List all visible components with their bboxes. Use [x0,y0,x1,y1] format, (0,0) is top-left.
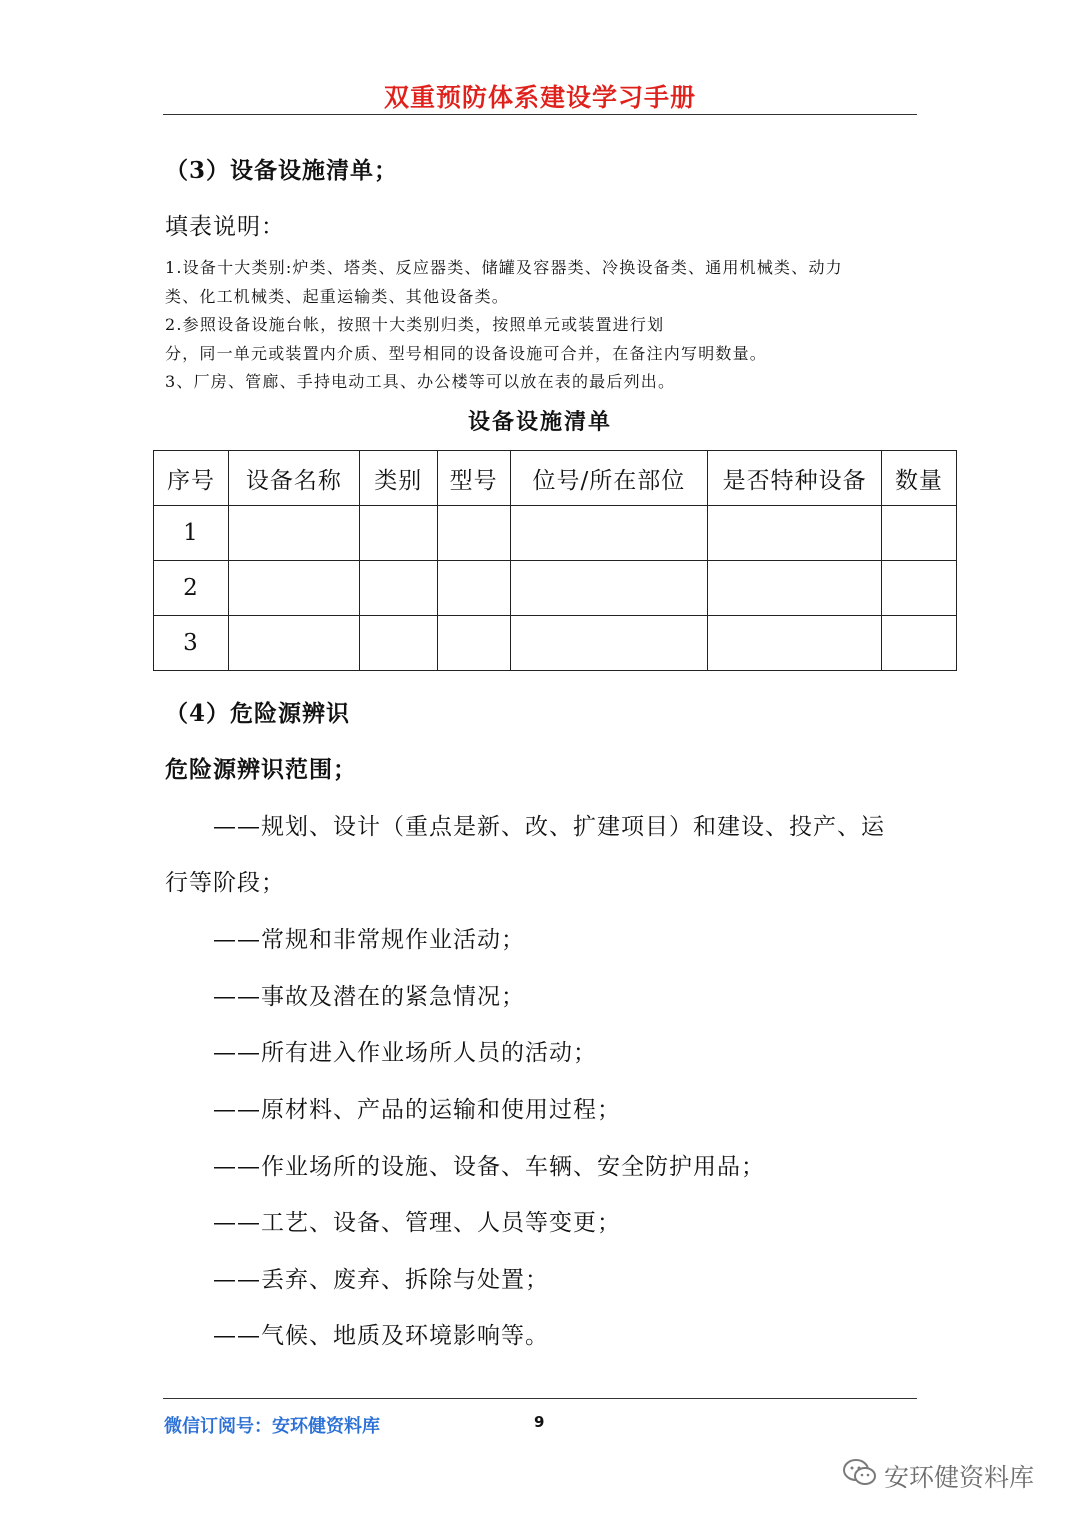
header-rule [163,114,917,115]
note-line: 分，同一单元或装置内介质、型号相同的设备设施可合并，在备注内写明数量。 [165,344,768,363]
scope-title: 危险源辨识范围； [165,756,357,783]
table-cell [359,561,437,616]
fill-instructions-title: 填表说明： [165,214,285,240]
note-line: 1.设备十大类别:炉类、塔类、反应器类、储罐及容器类、冷换设备类、通用机械类、动力 [165,258,843,277]
table-cell [228,616,359,671]
note-line: 2.参照设备设施台帐，按照十大类别归类，按照单元或装置进行划 [165,315,665,334]
table-row [154,561,957,616]
footer-subscription: 微信订阅号：安环健资料库 [164,1416,380,1437]
table-cell [882,561,957,616]
table-cell [359,506,437,561]
table-cell [228,506,359,561]
scope-item: ——常规和非常规作业活动； [213,927,525,953]
table-row [154,616,957,671]
scope-item: ——规划、设计（重点是新、改、扩建项目）和建设、投产、运 [213,814,885,840]
header-cell-model: 型号 [437,451,510,506]
table-cell [510,561,708,616]
wechat-icon [842,1458,878,1494]
table-cell [437,506,510,561]
equipment-table [153,450,957,671]
watermark-text: 安环健资料库 [884,1463,1035,1492]
table-cell [708,506,882,561]
table-cell [437,616,510,671]
table-cell [882,506,957,561]
header-cell-seq: 序号 [154,451,229,506]
table-cell [359,616,437,671]
table-cell [882,616,957,671]
table-cell [228,561,359,616]
scope-item: ——事故及潜在的紧急情况； [213,984,525,1010]
header-cell-quantity: 数量 [882,451,957,506]
header-title: 双重预防体系建设学习手册 [383,83,696,112]
table-cell: 3 [154,616,229,671]
scope-item: ——所有进入作业场所人员的活动； [213,1040,597,1066]
table-title: 设备设施清单 [467,409,612,435]
header-cell-location: 位号/所在部位 [510,451,708,506]
header-cell-category: 类别 [359,451,437,506]
watermark [842,1458,1034,1494]
scope-item: ——气候、地质及环境影响等。 [213,1323,549,1349]
table-cell: 1 [154,506,229,561]
note-line: 3、厂房、管廊、手持电动工具、办公楼等可以放在表的最后列出。 [165,372,676,391]
table-cell: 2 [154,561,229,616]
header-cell-special: 是否特种设备 [708,451,882,506]
scope-item: ——作业场所的设施、设备、车辆、安全防护用品； [213,1154,765,1180]
scope-item: 行等阶段； [165,870,285,896]
scope-item: ——原材料、产品的运输和使用过程； [213,1097,621,1123]
table-row [154,506,957,561]
note-line: 类、化工机械类、起重运输类、其他设备类。 [165,287,510,306]
table-header-row [154,451,957,506]
table-cell [708,616,882,671]
scope-item: ——丢弃、废弃、拆除与处置； [213,1267,549,1293]
page-number: 9 [534,1413,545,1431]
header-cell-name: 设备名称 [228,451,359,506]
scope-item: ——工艺、设备、管理、人员等变更； [213,1210,621,1236]
section3-heading: （3）设备设施清单； [165,157,399,184]
table-cell [510,506,708,561]
section4-heading: （4）危险源辨识 [165,700,351,727]
table-cell [437,561,510,616]
table-cell [708,561,882,616]
footer-rule [163,1398,917,1399]
table-cell [510,616,708,671]
